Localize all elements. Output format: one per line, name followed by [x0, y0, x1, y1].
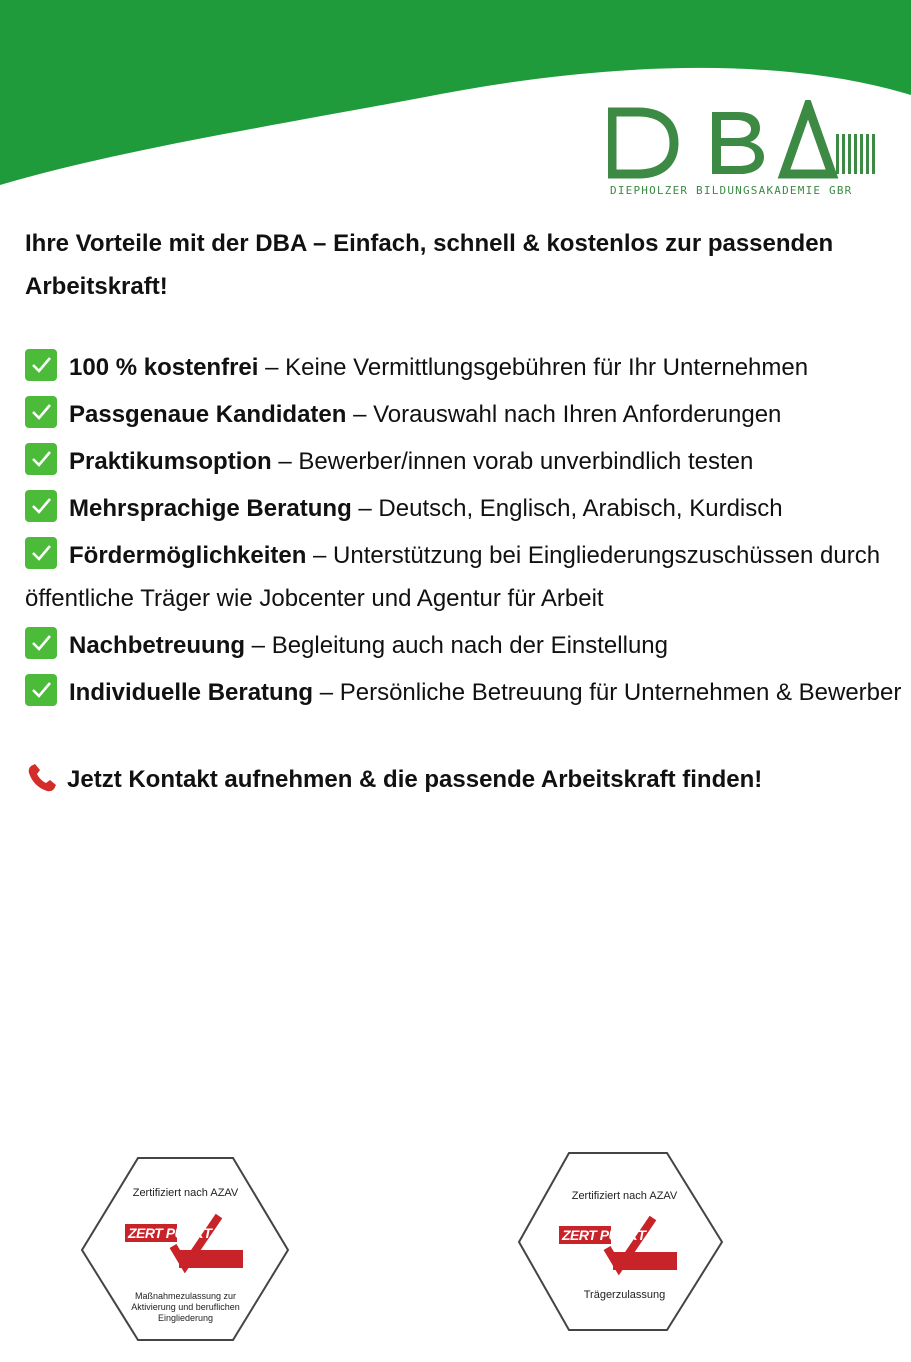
- benefit-item: [25, 671, 905, 714]
- page-headline: Ihre Vorteile mit der DBA – Einfach, schnell & kostenlos zur passenden Arbeitskraft!: [25, 230, 834, 300]
- check-icon: [25, 537, 57, 569]
- zert-logo-text: ZERT PUNKT: [128, 1225, 212, 1241]
- zertpunkt-logo: [123, 1210, 248, 1275]
- check-icon: [25, 443, 57, 475]
- cta-text: Jetzt Kontakt aufnehmen & die passende Arbeitskraft finden!: [67, 766, 763, 793]
- benefit-title: Individuelle Beratung: [69, 679, 314, 706]
- benefit-item: [25, 440, 905, 483]
- benefit-text: – Unterstützung bei Eingliederungszuschüssen durch öffentliche Träger wie Jobcenter und Agentur für Arbeit: [25, 542, 881, 612]
- benefit-title: 100 % kostenfrei: [69, 354, 259, 381]
- benefit-item: [25, 624, 905, 667]
- dba-logo-mark: [608, 100, 878, 180]
- check-icon: [25, 674, 57, 706]
- benefit-title: Fördermöglichkeiten: [69, 542, 307, 569]
- call-to-action: [25, 758, 905, 801]
- azav-badge-massnahme: [78, 1155, 293, 1345]
- benefit-text: – Vorauswahl nach Ihren Anforderungen: [346, 401, 782, 428]
- badge-description: Trägerzulassung: [583, 1289, 666, 1301]
- benefit-text: – Keine Vermittlungsgebühren für Ihr Unternehmen: [258, 354, 809, 381]
- benefit-title: Mehrsprachige Beratung: [69, 495, 352, 522]
- benefit-list: [25, 346, 905, 714]
- benefit-title: Praktikumsoption: [69, 448, 272, 475]
- benefit-text: – Bewerber/innen vorab unverbindlich testen: [271, 448, 754, 475]
- logo-subtitle: DIEPHOLZER BILDUNGSAKADEMIE GBR: [610, 184, 853, 197]
- dba-logo: [608, 100, 878, 200]
- check-icon: [25, 627, 57, 659]
- check-icon: [25, 490, 57, 522]
- zert-logo-text: ZERT PUNKT: [562, 1227, 646, 1243]
- check-icon: [25, 349, 57, 381]
- azav-badge-traeger: [517, 1150, 732, 1340]
- benefit-title: Nachbetreuung: [69, 632, 246, 659]
- check-icon: [25, 396, 57, 428]
- benefit-text: – Deutsch, Englisch, Arabisch, Kurdisch: [351, 495, 783, 522]
- main-content: [25, 222, 905, 801]
- benefit-title: Passgenaue Kandidaten: [69, 401, 347, 428]
- benefit-item: [25, 393, 905, 436]
- phone-icon: [25, 761, 59, 795]
- badge-certified-text: Zertifiziert nach AZAV: [571, 1190, 678, 1202]
- benefit-item: [25, 487, 905, 530]
- badge-certified-text: Zertifiziert nach AZAV: [132, 1187, 239, 1199]
- benefit-text: – Persönliche Betreuung für Unternehmen & Bewerber: [313, 679, 902, 706]
- benefit-text: – Begleitung auch nach der Einstellung: [245, 632, 668, 659]
- benefit-item: [25, 534, 905, 620]
- badge-description: Maßnahmezulassung zur Aktivierung und beruflichen Eingliederung: [131, 1291, 240, 1323]
- zertpunkt-logo: [557, 1212, 682, 1277]
- benefit-item: [25, 346, 905, 389]
